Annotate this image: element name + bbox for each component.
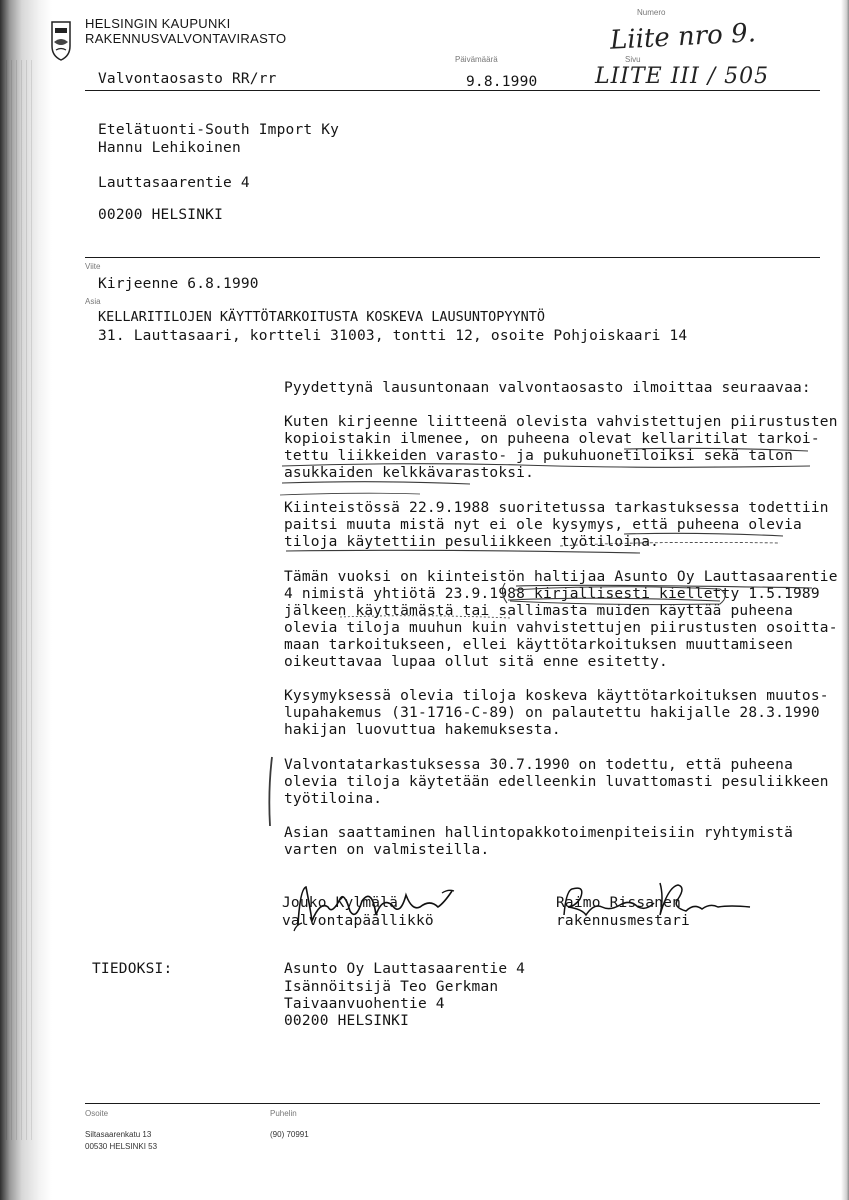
text-line: työtiloina.	[284, 791, 383, 807]
letter-date: 9.8.1990	[466, 74, 538, 90]
recipient-person: Hannu Lehikoinen	[98, 140, 241, 156]
org-department-name: RAKENNUSVALVONTAVIRASTO	[85, 31, 287, 46]
cc-line: Taivaanvuohentie 4	[284, 996, 445, 1012]
signatory-2-title: rakennusmestari	[556, 913, 690, 929]
recipient-postal: 00200 HELSINKI	[98, 207, 224, 223]
recipient-company: Etelätuonti-South Import Ky	[98, 122, 340, 138]
body-intro: Pyydettynä lausuntonaan valvontaosasto ilmoittaa seuraavaa:	[284, 380, 811, 396]
footer-phone: (90) 70991	[270, 1130, 309, 1139]
text-line: hakijan luovuttua hakemuksesta.	[284, 722, 561, 738]
date-label: Päivämäärä	[455, 55, 498, 64]
text-line: varten on valmisteilla.	[284, 842, 490, 858]
footer-address-postal: 00530 HELSINKI 53	[85, 1142, 158, 1151]
org-name: HELSINGIN KAUPUNKI	[85, 16, 231, 31]
text-line: maan tarkoitukseen, ellei käyttötarkoituksen muuttamiseen	[284, 637, 793, 653]
footer-phone-label: Puhelin	[270, 1109, 297, 1118]
number-label: Numero	[637, 8, 666, 17]
text-line: paitsi muuta mistä nyt ei ole kysymys, että puheena olevia	[284, 517, 802, 533]
text-line: tiloja käytettiin pesuliikkeen työtiloina.	[284, 534, 660, 550]
page-label: Sivu	[625, 55, 641, 64]
handwritten-number: Liite nro 9.	[609, 18, 757, 56]
text-line: 4 nimistä yhtiötä 23.9.1988 kirjallisesti kielletty 1.5.1989	[284, 586, 820, 602]
text-line: kopioistakin ilmenee, on puheena olevat kellaritilat tarkoi-	[284, 431, 820, 447]
reference-text: Kirjeenne 6.8.1990	[98, 276, 259, 292]
text-line: lupahakemus (31-1716-C-89) on palautettu hakijalle 28.3.1990	[284, 705, 820, 721]
text-line: Valvontatarkastuksessa 30.7.1990 on todettu, että puheena	[284, 757, 793, 773]
text-line: tettu liikkeiden varasto- ja pukuhuonetiloiksi sekä talon	[284, 448, 793, 464]
text-line: Kuten kirjeenne liitteenä olevista vahvistettujen piirustusten	[284, 414, 838, 430]
text-line: Kysymyksessä olevia tiloja koskeva käyttötarkoituksen muutos-	[284, 688, 829, 704]
text-line: oikeuttavaa lupaa ollut sitä enne esitetty.	[284, 654, 668, 670]
text-line: olevia tiloja muuhun kuin vahvistettujen piirustusten osoitta-	[284, 620, 838, 636]
cc-label: TIEDOKSI:	[92, 961, 173, 977]
cc-line: Asunto Oy Lauttasaarentie 4	[284, 961, 526, 977]
text-line: olevia tiloja käytetään edelleenkin luvattomasti pesuliikkeen	[284, 774, 829, 790]
text-line: asukkaiden kelkkävarastoksi.	[284, 465, 535, 481]
footer-rule	[85, 1103, 820, 1104]
handwritten-page-ref: LIITE III / 505	[595, 64, 770, 89]
signatory-1-title: valvontapäällikkö	[282, 913, 434, 929]
subject-property: 31. Lauttasaari, kortteli 31003, tontti 12, osoite Pohjoiskaari 14	[98, 328, 688, 344]
reference-label: Viite	[85, 262, 101, 271]
recipient-street: Lauttasaarentie 4	[98, 175, 250, 191]
subject-label: Asia	[85, 297, 101, 306]
footer-address-label: Osoite	[85, 1109, 109, 1118]
subject-title: KELLARITILOJEN KÄYTTÖTARKOITUSTA KOSKEVA LAUSUNTOPYYNTÖ	[98, 309, 546, 325]
cc-line: Isännöitsijä Teo Gerkman	[284, 979, 499, 995]
cc-line: 00200 HELSINKI	[284, 1013, 410, 1029]
text-line: jälkeen käyttämästä tai sallimasta muiden käyttää puheena	[284, 603, 793, 619]
signatory-1-name: Jouko Kylmälä	[282, 895, 399, 911]
text-line: Kiinteistössä 22.9.1988 suoritetussa tarkastuksessa todettiin	[284, 500, 829, 516]
signatory-2-name: Raimo Rissanen	[556, 895, 682, 911]
department-code: Valvontaosasto RR/rr	[98, 71, 277, 87]
text-line: Tämän vuoksi on kiinteistön haltijaa Asunto Oy Lauttasaarentie	[284, 569, 838, 585]
footer-address-street: Siltasaarenkatu 13	[85, 1130, 152, 1139]
text-line: Asian saattaminen hallintopakkotoimenpiteisiin ryhtymistä	[284, 825, 793, 841]
